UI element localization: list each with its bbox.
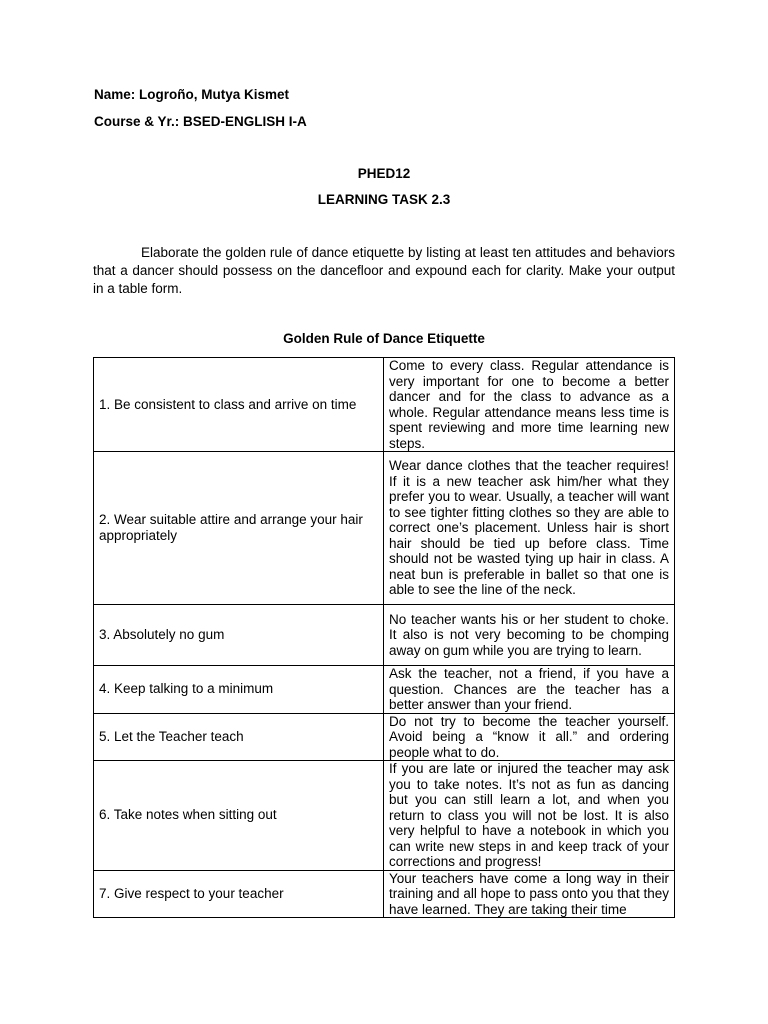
- description-cell: Do not try to become the teacher yourself. Avoid being a “know it all.” and ordering people what to do.: [384, 713, 675, 761]
- table-row: [94, 761, 675, 871]
- table-row: [94, 605, 675, 666]
- rule-cell: 3. Absolutely no gum: [94, 605, 384, 666]
- description-cell: If you are late or injured the teacher may ask you to take notes. It’s not as fun as dancing but you can still learn a lot, and when you return to class you will not be lost. It is also very helpful to have a notebook in which you can write new steps in and keep track of your corrections and progress!: [384, 761, 675, 871]
- description-cell: Come to every class. Regular attendance is very important for one to become a better dancer and for the class to advance as a whole. Regular attendance means less time is spent reviewing and more time learning new steps.: [384, 358, 675, 452]
- table-row: [94, 713, 675, 761]
- student-name: Name: Logroño, Mutya Kismet: [94, 87, 290, 102]
- rule-cell: 5. Let the Teacher teach: [94, 713, 384, 761]
- table-row: [94, 452, 675, 605]
- subject-code: PHED12: [357, 166, 411, 181]
- course-year: Course & Yr.: BSED-ENGLISH I-A: [94, 114, 307, 129]
- table-row: [94, 358, 675, 452]
- description-cell: Ask the teacher, not a friend, if you have a question. Chances are the teacher has a better answer than your friend.: [384, 666, 675, 714]
- etiquette-table: [93, 357, 675, 918]
- task-title: LEARNING TASK 2.3: [317, 192, 451, 207]
- rule-cell: 6. Take notes when sitting out: [94, 761, 384, 871]
- rule-cell: 1. Be consistent to class and arrive on time: [94, 358, 384, 452]
- table-row: [94, 870, 675, 918]
- description-cell: Your teachers have come a long way in their training and all hope to pass onto you that they have learned. They are taking their time: [384, 870, 675, 918]
- rule-cell: 2. Wear suitable attire and arrange your hair appropriately: [94, 452, 384, 605]
- description-cell: Wear dance clothes that the teacher requires! If it is a new teacher ask him/her what they prefer you to wear. Usually, a teacher will want to see tighter fitting clothes so they are able to correct one’s placement. Unless hair is short hair should be tied up before class. Time should not be wasted tying up hair in class. A neat bun is preferable in ballet so that one is able to see the line of the neck.: [384, 452, 675, 605]
- table-title: Golden Rule of Dance Etiquette: [283, 331, 485, 346]
- instructions-paragraph: Elaborate the golden rule of dance etiquette by listing at least ten attitudes and behaviors that a dancer should possess on the dancefloor and expound each for clarity. Make your output in a table form.: [93, 245, 675, 296]
- table-row: [94, 666, 675, 714]
- rule-cell: 4. Keep talking to a minimum: [94, 666, 384, 714]
- description-cell: No teacher wants his or her student to choke. It also is not very becoming to be chomping away on gum while you are trying to learn.: [384, 605, 675, 666]
- rule-cell: 7. Give respect to your teacher: [94, 870, 384, 918]
